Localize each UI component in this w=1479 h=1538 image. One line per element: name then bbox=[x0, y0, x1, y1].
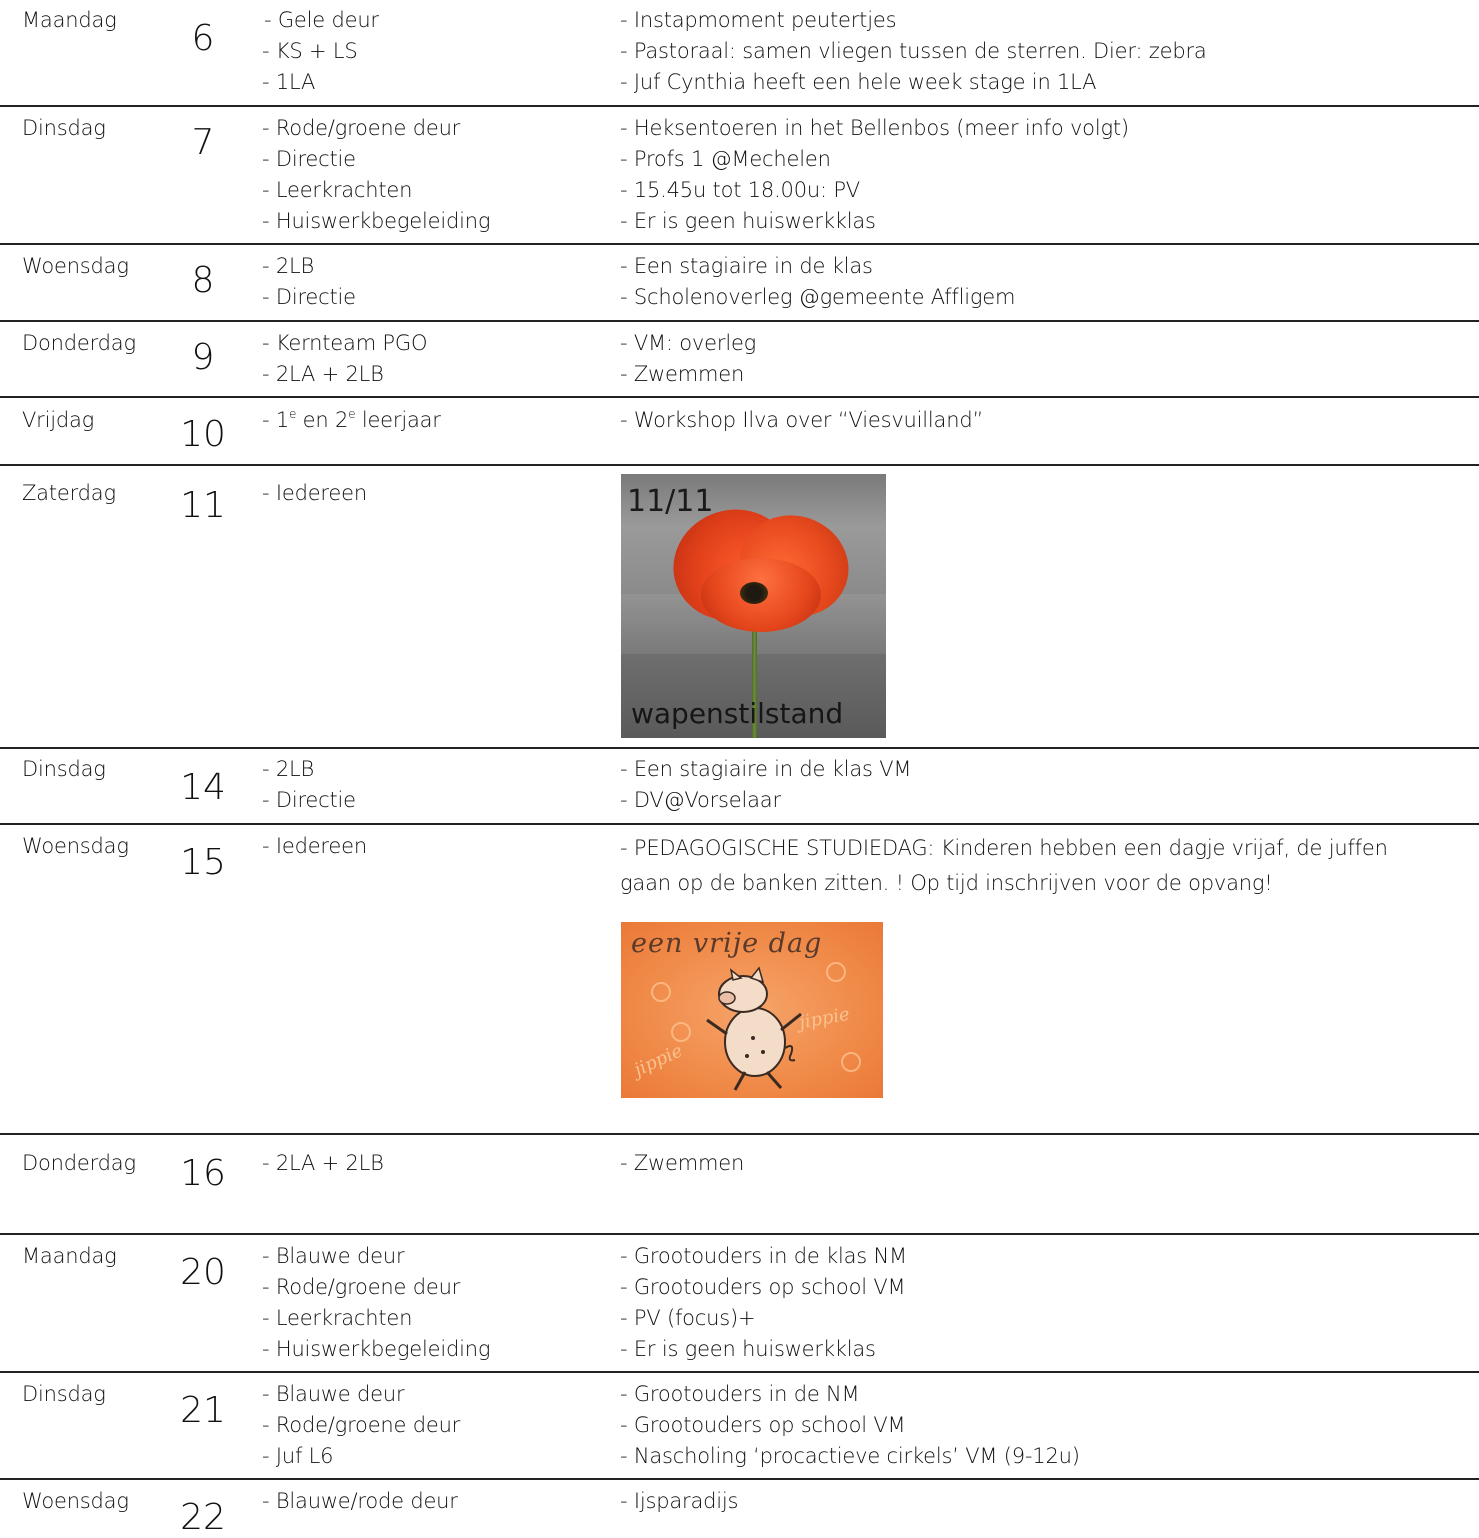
who-item bbox=[262, 405, 602, 436]
who-text: en 2 bbox=[296, 408, 349, 432]
who-item: - 2LA + 2LB bbox=[262, 1151, 384, 1175]
what-item: - Heksentoeren in het Bellenbos (meer info volgt) bbox=[620, 116, 1129, 140]
day-label: Zaterdag bbox=[22, 481, 116, 505]
who-item: - 2LB bbox=[262, 757, 315, 781]
what-item: - Grootouders op school VM bbox=[620, 1413, 906, 1437]
what-item: - VM: overleg bbox=[620, 331, 757, 355]
swirl-decoration bbox=[841, 1052, 861, 1072]
day-number: 22 bbox=[180, 1497, 226, 1538]
who-list bbox=[262, 251, 602, 313]
image-caption-bottom: wapenstilstand bbox=[631, 697, 844, 730]
pig-icon bbox=[693, 964, 813, 1094]
day-label: Donderdag bbox=[22, 331, 136, 355]
row-divider bbox=[0, 320, 1479, 322]
row-divider bbox=[0, 1233, 1479, 1235]
free-day-pig-image bbox=[621, 922, 883, 1098]
what-item: - Een stagiaire in de klas bbox=[620, 254, 873, 278]
ordinal-suffix: e bbox=[289, 407, 297, 421]
who-item: - Directie bbox=[262, 788, 356, 812]
what-item: - Juf Cynthia heeft een hele week stage in 1LA bbox=[620, 70, 1097, 94]
who-item: - Kernteam PGO bbox=[262, 331, 428, 355]
poppy-center bbox=[740, 582, 768, 604]
day-label: Donderdag bbox=[22, 1151, 136, 1175]
who-item: - Rode/groene deur bbox=[262, 1413, 461, 1437]
day-label: Woensdag bbox=[22, 254, 129, 278]
what-item: - Profs 1 @Mechelen bbox=[620, 147, 831, 171]
who-item: - Blauwe/rode deur bbox=[262, 1489, 458, 1513]
who-item: - Rode/groene deur bbox=[262, 1275, 461, 1299]
who-item: - Huiswerkbegeleiding bbox=[262, 209, 491, 233]
day-number: 9 bbox=[191, 337, 215, 378]
who-item: - Gele deur bbox=[264, 8, 379, 32]
day-number: 20 bbox=[180, 1252, 226, 1293]
who-item: - 1LA bbox=[262, 70, 316, 94]
day-number: 14 bbox=[180, 767, 226, 808]
who-item: - 2LB bbox=[262, 254, 315, 278]
what-item: - Workshop Ilva over “Viesvuilland” bbox=[620, 408, 984, 432]
what-list bbox=[620, 405, 1440, 436]
what-item: - Instapmoment peutertjes bbox=[620, 8, 897, 32]
day-number: 8 bbox=[191, 260, 215, 301]
what-list bbox=[620, 831, 1420, 901]
who-list bbox=[262, 831, 602, 862]
who-list bbox=[262, 405, 602, 436]
what-list bbox=[620, 113, 1440, 237]
what-item: - Zwemmen bbox=[620, 1151, 745, 1175]
what-item: - Grootouders in de NM bbox=[620, 1382, 860, 1406]
what-item: - Scholenoverleg @gemeente Affligem bbox=[620, 285, 1016, 309]
day-label: Woensdag bbox=[22, 834, 129, 858]
what-item: - Een stagiaire in de klas VM bbox=[620, 757, 912, 781]
what-list bbox=[620, 328, 1440, 390]
day-number: 10 bbox=[180, 414, 226, 455]
day-number: 16 bbox=[180, 1153, 226, 1194]
what-item: - 15.45u tot 18.00u: PV bbox=[620, 178, 860, 202]
what-item: - Grootouders op school VM bbox=[620, 1275, 906, 1299]
day-label: Maandag bbox=[22, 1244, 117, 1268]
what-list bbox=[620, 1486, 1440, 1517]
what-list bbox=[620, 1379, 1440, 1472]
who-list bbox=[262, 1241, 602, 1365]
image-caption-top: 11/11 bbox=[627, 484, 714, 519]
what-item: - Er is geen huiswerkklas bbox=[620, 209, 876, 233]
what-list bbox=[620, 1241, 1440, 1365]
who-item: - KS + LS bbox=[262, 39, 358, 63]
row-divider bbox=[0, 823, 1479, 825]
day-label: Woensdag bbox=[22, 1489, 129, 1513]
who-list bbox=[262, 113, 602, 237]
who-item: - Huiswerkbegeleiding bbox=[262, 1337, 491, 1361]
row-divider bbox=[0, 1133, 1479, 1135]
what-list bbox=[620, 754, 1440, 816]
what-list bbox=[620, 5, 1440, 98]
who-list bbox=[262, 1486, 602, 1517]
what-item: - PEDAGOGISCHE STUDIEDAG: Kinderen hebben een dagje vrijaf, de juffen gaan op de banken zitten. ! Op tijd inschrijven voor de opvang! bbox=[620, 836, 1388, 895]
who-item: - Directie bbox=[262, 147, 356, 171]
what-item: - Pastoraal: samen vliegen tussen de sterren. Dier: zebra bbox=[620, 39, 1207, 63]
who-item: - Blauwe deur bbox=[262, 1244, 405, 1268]
who-list bbox=[262, 754, 602, 816]
who-text: leerjaar bbox=[355, 408, 441, 432]
row-divider bbox=[0, 747, 1479, 749]
day-label: Vrijdag bbox=[22, 408, 95, 432]
swirl-decoration bbox=[651, 982, 671, 1002]
row-divider bbox=[0, 243, 1479, 245]
poppy-image bbox=[621, 474, 886, 738]
who-item: - Juf L6 bbox=[262, 1444, 334, 1468]
day-number: 7 bbox=[191, 122, 215, 163]
what-item: - PV (focus)+ bbox=[620, 1306, 756, 1330]
who-list bbox=[262, 328, 602, 390]
image-word: jippie bbox=[797, 1003, 852, 1034]
day-number: 6 bbox=[191, 18, 215, 59]
day-label: Dinsdag bbox=[22, 116, 106, 140]
what-list bbox=[620, 251, 1440, 313]
day-number: 11 bbox=[180, 485, 226, 526]
who-item: - 2LA + 2LB bbox=[262, 362, 384, 386]
who-item: - Iedereen bbox=[262, 834, 367, 858]
what-item: - Ijsparadijs bbox=[620, 1489, 739, 1513]
image-title: een vrije dag bbox=[631, 928, 823, 959]
swirl-decoration bbox=[826, 962, 846, 982]
ordinal-suffix: e bbox=[348, 407, 356, 421]
row-divider bbox=[0, 464, 1479, 466]
day-number: 21 bbox=[180, 1390, 226, 1431]
day-label: Dinsdag bbox=[22, 757, 106, 781]
image-word: jippie bbox=[630, 1040, 686, 1081]
who-item: - Iedereen bbox=[262, 481, 367, 505]
who-list bbox=[262, 478, 602, 509]
what-item: - Grootouders in de klas NM bbox=[620, 1244, 907, 1268]
row-divider bbox=[0, 396, 1479, 398]
who-text: - 1 bbox=[262, 408, 290, 432]
what-item: - Zwemmen bbox=[620, 362, 745, 386]
what-list bbox=[620, 1148, 1440, 1179]
day-label: Maandag bbox=[22, 8, 117, 32]
who-list bbox=[262, 5, 602, 98]
who-item: - Leerkrachten bbox=[262, 178, 413, 202]
who-item: - Blauwe deur bbox=[262, 1382, 405, 1406]
who-item: - Rode/groene deur bbox=[262, 116, 461, 140]
day-label: Dinsdag bbox=[22, 1382, 106, 1406]
who-list bbox=[262, 1148, 602, 1179]
row-divider bbox=[0, 1371, 1479, 1373]
who-item: - Directie bbox=[262, 285, 356, 309]
swirl-decoration bbox=[671, 1022, 691, 1042]
who-list bbox=[262, 1379, 602, 1472]
what-item: - Er is geen huiswerkklas bbox=[620, 1337, 876, 1361]
what-item: - DV@Vorselaar bbox=[620, 788, 781, 812]
what-item: - Nascholing ‘procactieve cirkels’ VM (9-12u) bbox=[620, 1444, 1080, 1468]
row-divider bbox=[0, 105, 1479, 107]
day-number: 15 bbox=[180, 842, 226, 883]
who-item: - Leerkrachten bbox=[262, 1306, 413, 1330]
row-divider bbox=[0, 1478, 1479, 1480]
